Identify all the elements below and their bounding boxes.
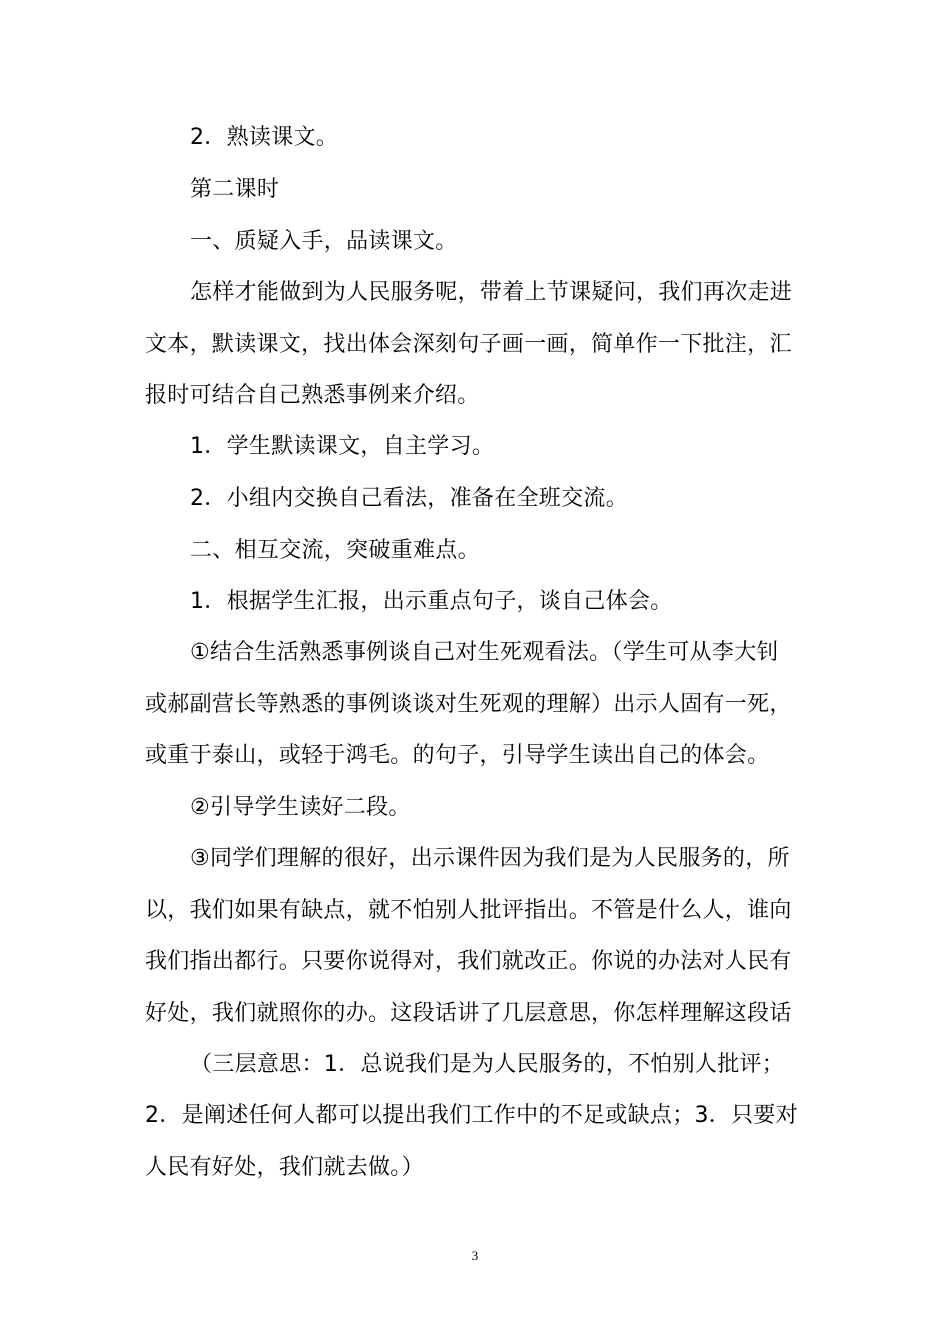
text-line: 1．学生默读课文，自主学习。 (190, 434, 495, 459)
text-line: 2．熟读课文。 (190, 125, 339, 150)
text-line: 文本，默读课文，找出体会深刻句子画一画，简单作一下批注，汇 (145, 332, 792, 357)
text-line: 以，我们如果有缺点，就不怕别人批评指出。不管是什么人，谁向 (145, 898, 792, 923)
text-line: 怎样才能做到为人民服务呢，带着上节课疑问，我们再次走进 (190, 280, 793, 305)
section-heading: 一、质疑入手，品读课文。 (190, 229, 458, 254)
text-line: 或重于泰山，或轻于鸿毛。的句子，引导学生读出自己的体会。 (145, 743, 770, 768)
text-line: 2．是阐述任何人都可以提出我们工作中的不足或缺点；3．只要对 (145, 1103, 798, 1128)
section-heading: 二、相互交流，突破重难点。 (190, 538, 480, 563)
text-line: 1．根据学生汇报，出示重点句子，谈自己体会。 (190, 589, 673, 614)
text-line: 报时可结合自己熟悉事例来介绍。 (145, 383, 480, 408)
text-line: 好处，我们就照你的办。这段话讲了几层意思，你怎样理解这段话 (145, 1001, 792, 1026)
text-line: 我们指出都行。只要你说得对，我们就改正。你说的办法对人民有 (145, 949, 792, 974)
page-number: 3 (471, 1248, 479, 1263)
text-line: ①结合生活熟悉事例谈自己对生死观看法。（学生可从李大钊 (190, 640, 779, 665)
text-line: ②引导学生读好二段。 (190, 795, 411, 820)
section-heading: 第二课时 (190, 177, 280, 202)
text-line: （三层意思：1．总说我们是为人民服务的，不怕别人批评； (190, 1052, 785, 1077)
text-line: ③同学们理解的很好，出示课件因为我们是为人民服务的，所 (190, 846, 790, 871)
text-line: 人民有好处，我们就去做。） (145, 1155, 424, 1180)
text-line: 或郝副营长等熟悉的事例谈谈对生死观的理解）出示人固有一死， (145, 692, 792, 717)
text-line: 2．小组内交换自己看法，准备在全班交流。 (190, 486, 628, 511)
